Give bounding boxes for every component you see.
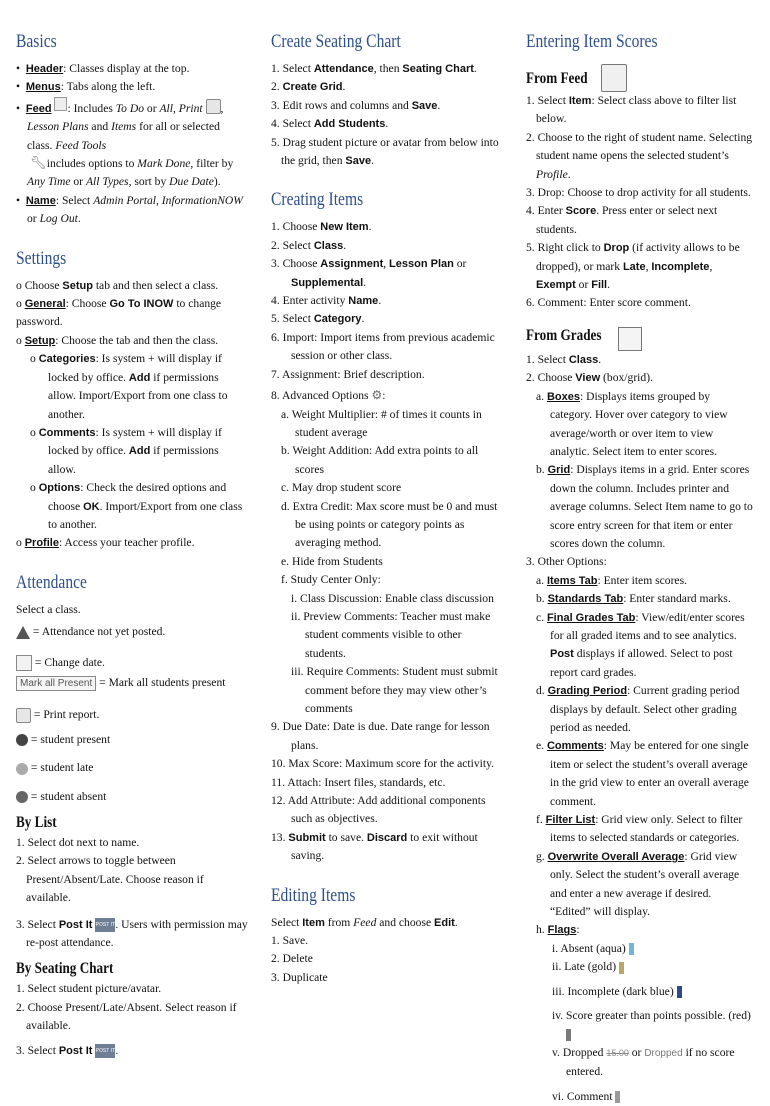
creating-step-4: 4. Enter activity Name.: [271, 294, 382, 308]
option-grading-period: d. Grading Period: Current grading period displays by default. Select other grading period as needed.: [536, 684, 740, 734]
by-list-step-2: 2. Select arrows to toggle between Present/Absent/Late. Choose reason if available.: [16, 854, 204, 905]
settings-line-general: o General: Choose Go To INOW to change password.: [16, 297, 222, 329]
attendance-print-report: = Print report.: [16, 706, 248, 724]
settings-options: o Options: Check the desired options and choose OK. Import/Export from one class to another.: [30, 481, 243, 531]
aqua-flag-icon: [629, 943, 634, 955]
feed-icon: [54, 97, 67, 111]
attendance-heading: Attendance: [16, 571, 87, 593]
feed-step-3: 3. Drop: Choose to drop activity for all students.: [526, 186, 751, 200]
from-feed-heading: From Feed: [526, 69, 588, 87]
post-it-icon: POST IT: [95, 1044, 115, 1058]
flag-incomplete: iii. Incomplete (dark blue): [526, 983, 754, 1001]
editing-step-1: 1. Save.: [271, 934, 309, 948]
feed-step-5: 5. Right click to Drop (if activity allows to be dropped), or mark Late, Incomplete, Exempt or Fill.: [526, 241, 740, 292]
creating-step-12: 12. Add Attribute: Add additional components such as objectives.: [271, 794, 486, 826]
entering-scores-heading: Entering Item Scores: [526, 31, 658, 52]
creating-step-11: 11. Attach: Insert files, standards, etc.: [271, 775, 446, 789]
attendance-absent: = student absent: [16, 788, 248, 806]
creating-items-heading: Creating Items: [271, 189, 364, 211]
basics-heading: Basics: [16, 31, 57, 52]
column-right: [526, 30, 754, 1106]
feed-step-1: 1. Select Item: Select class above to filter list below.: [526, 94, 737, 126]
advanced-extra-credit: d. Extra Credit: Max score must be 0 and must be using points or category points as averaging method.: [281, 499, 498, 550]
flag-dropped: v. Dropped 15.00 or Dropped if no score entered.: [552, 1045, 735, 1079]
mark-all-present-button: Mark all Present: [16, 676, 96, 691]
seating-step-5: 5. Drag student picture or avatar from below into the grid, then Save.: [271, 135, 499, 168]
attendance-present: = student present: [16, 731, 248, 749]
editing-step-2: 2. Delete: [271, 952, 313, 966]
creating-step-13: 13. Submit to save. Discard to exit without saving.: [271, 830, 478, 863]
study-center-preview-comments: ii. Preview Comments: Teacher must make student comments visible to other students.: [291, 609, 491, 660]
post-it-icon: POST IT: [95, 918, 115, 932]
basics-menus-item: • Menus: Tabs along the left.: [16, 80, 156, 94]
option-overwrite-average: g. Overwrite Overall Average: Grid view only. Select the student’s overall average and enter a new average if desired. “Edited” will display.: [536, 849, 740, 919]
late-dot-icon: [16, 763, 28, 775]
creating-step-9: 9. Due Date: Date is due. Date range for lesson plans.: [271, 720, 490, 752]
flag-late: ii. Late (gold): [526, 958, 754, 976]
calendar-icon: [16, 655, 32, 671]
gear-icon: ⚙: [371, 388, 383, 403]
create-seating-heading: Create Seating Chart: [271, 31, 401, 52]
by-list-step-1: 1. Select dot next to name.: [16, 836, 140, 849]
settings-profile: o Profile: Access your teacher profile.: [16, 536, 195, 550]
settings-comments: o Comments: Is system + will display if locked by office. Add if permissions allow.: [30, 425, 222, 476]
editing-step-3: 3. Duplicate: [271, 970, 328, 984]
printer-icon: [16, 708, 31, 723]
option-final-grades-tab: c. Final Grades Tab: View/edit/enter scores for all graded items and to see analytics. Post displays if allowed. Select to post report card grades.: [536, 610, 745, 679]
by-seat-step-2: 2. Choose Present/Late/Absent. Select reason if available.: [16, 1000, 237, 1033]
option-comments: e. Comments: May be entered for one single item or select the student’s overall average in the grid view to enter an overall average comment.: [536, 739, 749, 808]
editing-items-heading: Editing Items: [271, 884, 356, 906]
settings-categories: o Categories: Is system + will display if locked by office. Add if permissions allow. Import/Export from one class to another.: [30, 352, 228, 421]
attendance-change-date: = Change date.: [16, 654, 248, 672]
grades-step-1: 1. Select Class.: [526, 352, 602, 366]
editing-intro: Select Item from Feed and choose Edit.: [271, 915, 458, 929]
creating-step-10: 10. Max Score: Maximum score for the activity.: [271, 757, 495, 771]
from-grades-heading: From Grades: [526, 326, 602, 344]
study-center-class-discussion: i. Class Discussion: Enable class discussion: [291, 591, 494, 605]
creating-step-2: 2. Select Class.: [271, 238, 347, 252]
option-items-tab: a. Items Tab: Enter item scores.: [536, 573, 687, 587]
red-flag-icon: [566, 1029, 571, 1041]
creating-step-5: 5. Select Category.: [271, 312, 365, 326]
from-feed-heading-row: [526, 66, 754, 92]
advanced-weight-addition: b. Weight Addition: Add extra points to all scores: [281, 444, 479, 476]
creating-step-8: 8. Advanced Options ⚙:: [271, 388, 386, 403]
settings-heading: Settings: [16, 247, 67, 269]
creating-step-6: 6. Import: Import items from previous academic session or other class.: [271, 330, 495, 363]
wrench-icon: 🔧︎: [29, 156, 47, 172]
option-filter-list: f. Filter List: Grid view only. Select to filter items to selected standards or categories.: [536, 813, 743, 845]
flag-comment: vi. Comment: [526, 1088, 754, 1106]
advanced-study-center: f. Study Center Only:: [281, 573, 381, 587]
grades-icon: [618, 327, 642, 351]
creating-step-1: 1. Choose New Item.: [271, 220, 372, 234]
feed-icon: [601, 64, 627, 92]
dropped-label: Dropped: [644, 1047, 683, 1059]
seating-step-3: 3. Edit rows and columns and Save.: [271, 98, 441, 112]
from-grades-heading-row: [526, 325, 754, 351]
basics-name-item: • Name: Select Admin Portal, InformationNOW or Log Out.: [16, 193, 243, 226]
attendance-select-class: Select a class.: [16, 602, 81, 616]
study-center-require-comments: iii. Require Comments: Student must submit comment before they may view other’s comments: [291, 665, 498, 715]
by-seat-step-3: 3. Select Post It POST IT.: [16, 1043, 119, 1057]
column-middle: [271, 30, 501, 987]
printer-icon: [206, 99, 221, 114]
by-list-step-3: 3. Select Post It POST IT. Users with permission may re-post attendance.: [16, 917, 248, 950]
advanced-hide: e. Hide from Students: [281, 554, 383, 568]
option-flags: h. Flags:: [536, 923, 580, 937]
attendance-not-posted: = Attendance not yet posted.: [16, 623, 248, 641]
comment-flag-icon: [615, 1091, 620, 1103]
basics-header-item: • Header: Classes display at the top.: [16, 62, 190, 75]
flag-over-points: iv. Score greater than points possible. (red): [526, 1007, 754, 1044]
by-list-heading: By List: [16, 814, 57, 831]
advanced-drop-score: c. May drop student score: [281, 481, 402, 495]
basics-feed-item: • Feed : Includes To Do or All, Print , Lesson Plans and Items for all or selected class. Feed Tools 🔧︎ includes options to Mark Done, filter by Any Time or All Types, sort by Due Date).: [16, 100, 248, 192]
seating-step-1: 1. Select Attendance, then Seating Chart.: [271, 62, 477, 75]
option-standards-tab: b. Standards Tab: Enter standard marks.: [536, 592, 731, 606]
creating-step-7: 7. Assignment: Brief description.: [271, 367, 425, 381]
by-seat-step-1: 1. Select student picture/avatar.: [16, 982, 162, 996]
grades-view-grid: b. Grid: Displays items in a grid. Enter scores down the column. Includes printer and average columns. Select Item name to go to score entry screen for that item or enter scores down the column.: [536, 463, 753, 550]
dark-blue-flag-icon: [677, 986, 682, 998]
by-seating-chart-heading: By Seating Chart: [16, 960, 114, 978]
grades-step-2: 2. Choose View (box/grid).: [526, 371, 653, 385]
feed-step-4: 4. Enter Score. Press enter or select next students.: [526, 204, 718, 236]
creating-step-3: 3. Choose Assignment, Lesson Plan or Supplemental.: [271, 257, 467, 289]
present-dot-icon: [16, 734, 28, 746]
settings-line-setup: o Setup: Choose the tab and then the class.: [16, 333, 219, 347]
grades-step-3: 3. Other Options:: [526, 555, 607, 569]
advanced-weight-multiplier: a. Weight Multiplier: # of times it counts in student average: [281, 407, 482, 439]
column-left: [16, 30, 248, 1060]
seating-step-4: 4. Select Add Students.: [271, 117, 389, 131]
absent-dot-icon: [16, 791, 28, 803]
grades-view-boxes: a. Boxes: Displays items grouped by category. Hover over category to view average/worth or over item to view analytic. Select item to enter scores.: [536, 389, 728, 458]
dropped-score-value: 15.00: [606, 1047, 629, 1058]
seating-step-2: 2. Create Grid.: [271, 80, 346, 94]
attendance-mark-all: Mark all Present = Mark all students present: [16, 674, 248, 692]
settings-line-choose-setup: o Choose Setup tab and then select a class.: [16, 278, 219, 292]
gold-flag-icon: [619, 962, 624, 974]
flag-absent: i. Absent (aqua): [526, 940, 754, 958]
feed-step-6: 6. Comment: Enter score comment.: [526, 296, 691, 310]
warning-icon: [16, 626, 30, 639]
attendance-late: = student late: [16, 759, 248, 777]
feed-step-2: 2. Choose to the right of student name. Selecting student name opens the selected student’s Profile.: [526, 130, 753, 181]
